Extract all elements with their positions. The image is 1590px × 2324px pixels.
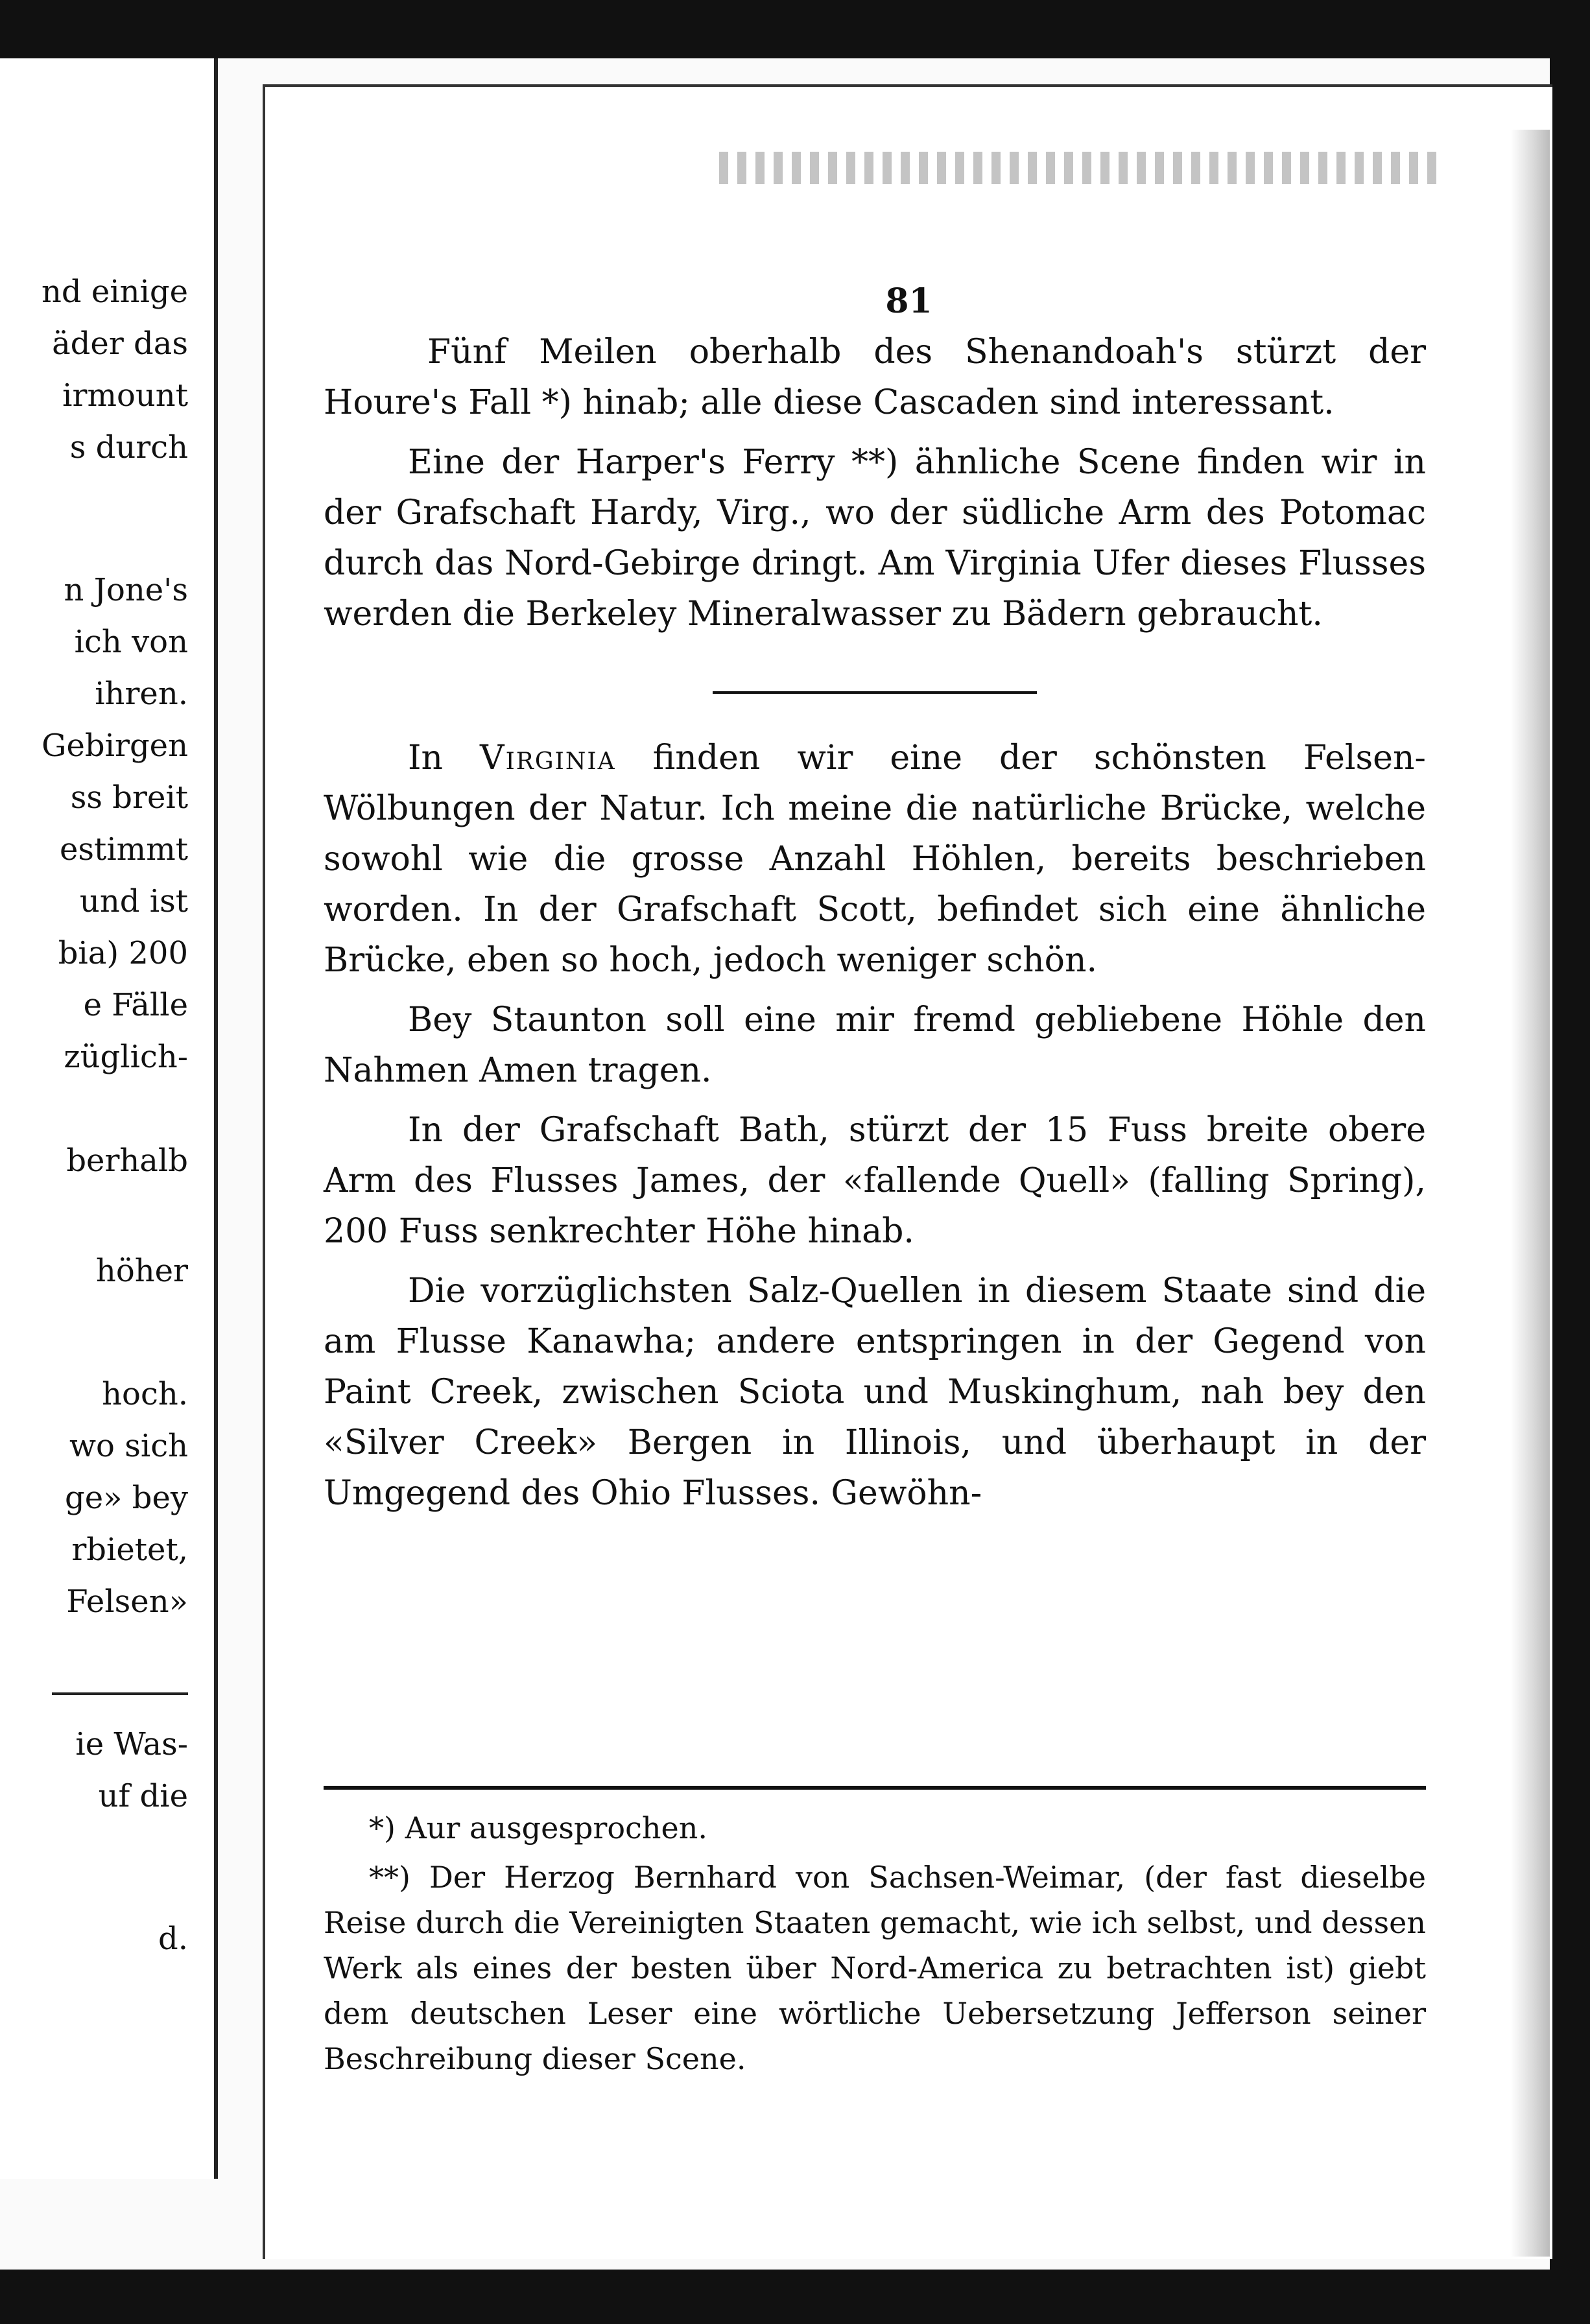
- previous-page-line: züglich-: [64, 1039, 188, 1075]
- previous-page-line: Felsen»: [66, 1583, 188, 1620]
- footnote-1: *) Aur ausgesprochen.: [369, 1810, 707, 1845]
- page-top-ornament: [719, 152, 1445, 184]
- state-name: Virginia: [480, 739, 616, 777]
- paragraph-4: Bey Staunton soll eine mir fremd gebliebene Höhle den Nahmen Amen tragen.: [324, 1001, 1426, 1090]
- previous-page-line: rbietet,: [71, 1532, 188, 1568]
- footnotes: [324, 1805, 1426, 2085]
- previous-page-line: höher: [95, 1253, 188, 1289]
- previous-page-line: n Jone's: [64, 572, 188, 608]
- previous-page-line: uf die: [98, 1778, 188, 1814]
- previous-page-line: irmount: [62, 377, 188, 414]
- previous-page-line: s durch: [69, 429, 188, 466]
- footnote-2: **) Der Herzog Bernhard von Sachsen-Weimar, (der fast dieselbe Reise durch die Vereinigten Staaten gemacht, wie ich selbst, und dessen Werk als eines der besten über Nord-America zu betrachten ist) giebt dem deutschen Leser eine wörtliche Uebersetzung Jefferson seiner Beschreibung dieser Scene.: [324, 1860, 1426, 2076]
- paragraph-3: [324, 733, 1426, 986]
- paragraph-5: In der Grafschaft Bath, stürzt der 15 Fuss breite obere Arm des Flusses James, der «fallende Quell» (falling Spring), 200 Fuss senkrechter Höhe hinab.: [324, 1111, 1426, 1251]
- main-text: [324, 327, 1426, 1528]
- scanner-edge-right: [1550, 0, 1590, 2324]
- previous-page-line: ge» bey: [64, 1480, 188, 1516]
- paragraph-1: Fünf Meilen oberhalb des Shenandoah's stürzt der Houre's Fall *) hinab; alle diese Cascaden sind interessant.: [324, 333, 1426, 422]
- previous-page-line: nd einige: [41, 274, 188, 310]
- previous-page-line: ich von: [74, 624, 188, 660]
- previous-page-line: äder das: [52, 326, 188, 362]
- previous-page-line: hoch.: [102, 1376, 188, 1412]
- page-number: 81: [885, 281, 932, 321]
- paragraph-3-rest: finden wir eine der schönsten Felsen-Wölbungen der Natur. Ich meine die natürliche Brücke, welche sowohl wie die grosse Anzahl Höhlen, bereits beschrieben worden. In der Grafschaft Scott, befindet sich eine ähnliche Brücke, eben so hoch, jedoch weniger schön.: [324, 739, 1426, 980]
- previous-page-line: estimmt: [60, 831, 188, 868]
- book-page: [263, 84, 1552, 2259]
- previous-page-line: und ist: [79, 883, 188, 919]
- previous-page-line: bia) 200: [58, 935, 188, 971]
- previous-page-line: ihren.: [95, 676, 188, 712]
- previous-page-line: ie Was-: [75, 1726, 188, 1762]
- paragraph-2: Eine der Harper's Ferry **) ähnliche Scene finden wir in der Grafschaft Hardy, Virg., wo der südliche Arm des Potomac durch das Nord-Gebirge dringt. Am Virginia Ufer dieses Flusses werden die Berkeley Mineralwasser zu Bädern gebraucht.: [324, 443, 1426, 634]
- previous-page-line: e Fälle: [83, 987, 188, 1023]
- previous-page-line: ss breit: [70, 779, 188, 816]
- previous-page-fragment: [0, 58, 218, 2179]
- footnote-rule: [324, 1786, 1426, 1790]
- previous-page-line: berhalb: [66, 1143, 188, 1179]
- previous-page-line: d.: [158, 1921, 188, 1957]
- previous-page-line: Gebirgen: [42, 728, 188, 764]
- previous-page-line: wo sich: [69, 1428, 188, 1464]
- page-edge-shadow: [1511, 130, 1550, 2257]
- previous-page-rule: [52, 1692, 188, 1695]
- paragraph-6: Die vorzüglichsten Salz-Quellen in diesem Staate sind die am Flusse Kanawha; andere entspringen in der Gegend von Paint Creek, zwischen Sciota und Muskinghum, nah bey den «Silver Creek» Bergen in Illinois, und überhaupt in der Umgegend des Ohio Flusses. Gewöhn-: [324, 1272, 1426, 1513]
- scanner-edge-top: [0, 0, 1590, 58]
- scanner-edge-bottom: [0, 2270, 1590, 2324]
- paragraph-3-intro: In: [408, 739, 444, 777]
- section-divider: [713, 691, 1037, 694]
